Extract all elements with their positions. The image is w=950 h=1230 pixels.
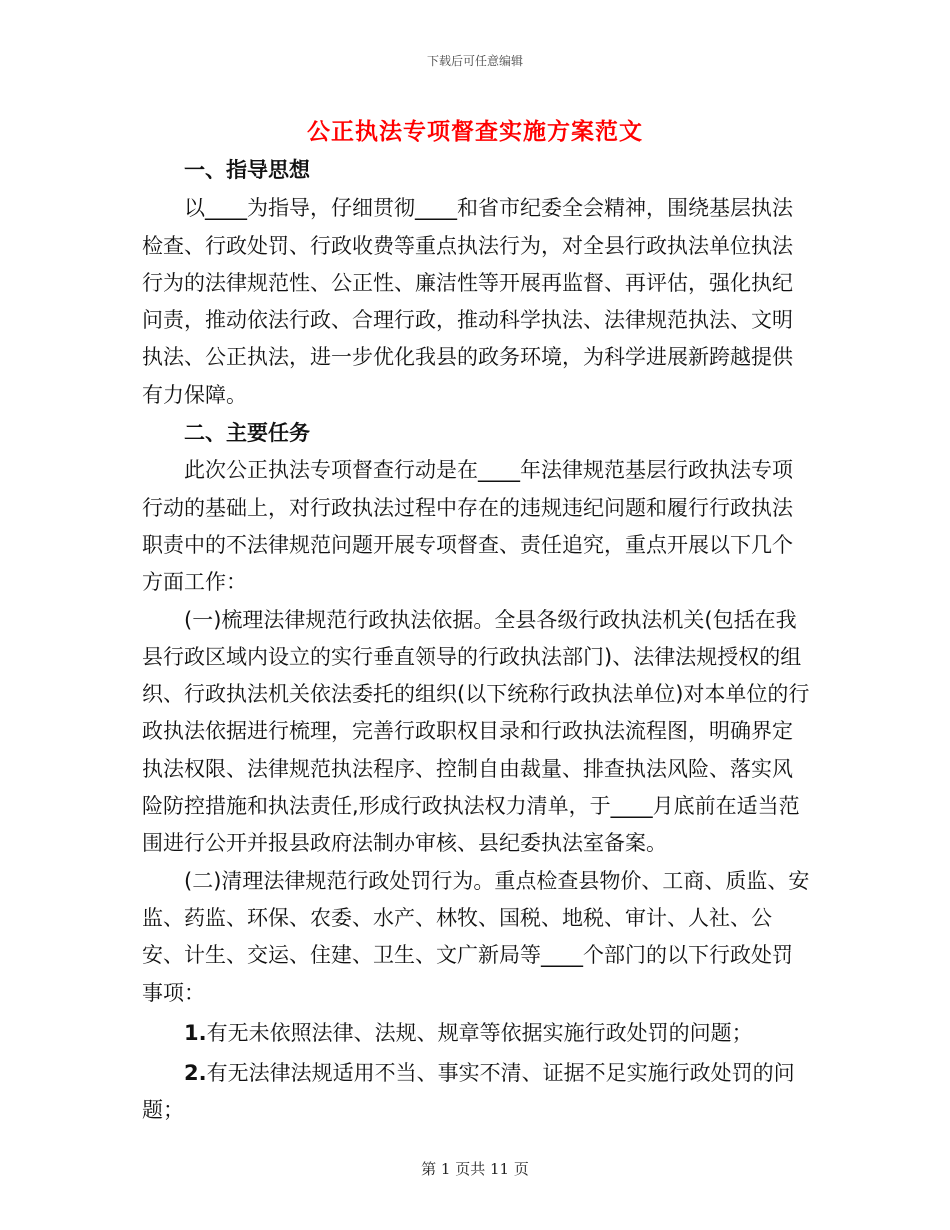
paragraph-task-two: (二)清理法律规范行政处罚行为。重点检查县物价、工商、质监、安监、药监、环保、农委、水产、林牧、国税、地税、审计、人社、公安、计生、交运、住建、卫生、文广新局等____个部门的以下行政处罚事项： xyxy=(142,868,810,1005)
list-item-2 xyxy=(142,1055,812,1130)
list-item-1-number: 1. xyxy=(184,1020,207,1045)
list-item-1-text: 有无未依照法律、法规、规章等依据实施行政处罚的问题； xyxy=(206,1020,753,1045)
section-heading-guiding-ideology: 一、指导思想 xyxy=(184,158,310,182)
paragraph-guiding-ideology: 以____为指导，仔细贯彻____和省市纪委全会精神，围绕基层执法检查、行政处罚、行政收费等重点执法行为，对全县行政执法单位执法行为的法律规范性、公正性、廉洁性等开展再监督、再评估，强化执纪问责，推动依法行政、合理行政，推动科学执法、法律规范执法、文明执法、公正执法，进一步优化我县的政务环境，为科学进展新跨越提供有力保障。 xyxy=(142,196,793,407)
paragraph-main-tasks-intro: 此次公正执法专项督查行动是在____年法律规范基层行政执法专项行动的基础上，对行政执法过程中存在的违规违纪问题和履行行政执法职责中的不法律规范问题开展专项督查、责任追究，重点开展以下几个方面工作： xyxy=(142,458,793,595)
list-item-2-text: 有无法律法规适用不当、事实不清、证据不足实施行政处罚的问题； xyxy=(142,1061,795,1123)
list-item-1 xyxy=(142,1015,812,1052)
list-item-2-number: 2. xyxy=(184,1061,207,1086)
paragraph-task-one: (一)梳理法律规范行政执法依据。全县各级行政执法机关(包括在我县行政区域内设立的实行垂直领导的行政执法部门)、法律法规授权的组织、行政执法机关依法委托的组织(以下统称行政执法单位)对本单位的行政执法依据进行梳理，完善行政职权目录和行政执法流程图，明确界定执法权限、法律规范执法程序、控制自由裁量、排查执法风险、落实风险防控措施和执法责任,形成行政执法权力清单，于____月底前在适当范围进行公开并报县政府法制办审核、县纪委执法室备案。 xyxy=(142,607,810,856)
page-number: 第 1 页共 11 页 xyxy=(421,1160,529,1178)
section-heading-main-tasks: 二、主要任务 xyxy=(184,421,310,446)
document-title: 公正执法专项督查实施方案范文 xyxy=(307,119,643,145)
page-header-note: 下载后可任意编辑 xyxy=(426,54,523,68)
document-body xyxy=(142,152,812,1130)
